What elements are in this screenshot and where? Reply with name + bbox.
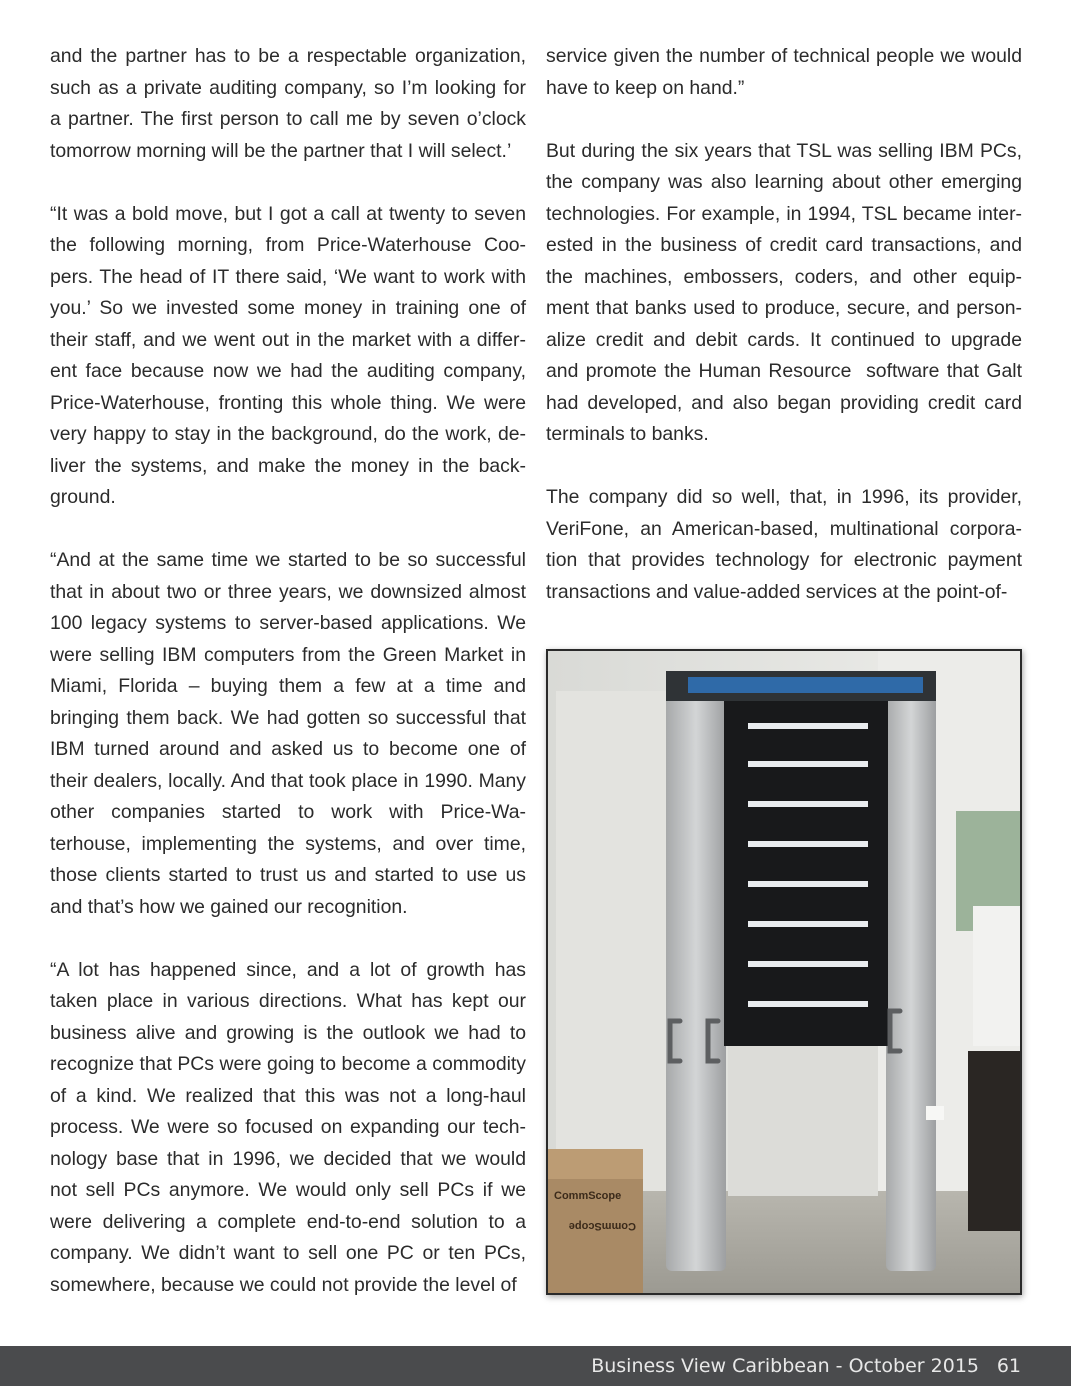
- server-rack-illustration: [548, 651, 1020, 1293]
- paragraph: The company did so well, that, in 1996, its provider, VeriFone, an American-based, multinational corporation that provides technology for electronic payment transactions and value-added services at the point-of-: [546, 486, 1022, 603]
- box-label: CommScope: [568, 1220, 636, 1232]
- right-text-column: [546, 41, 1022, 640]
- box-label: CommScope: [554, 1190, 622, 1202]
- page-footer: [0, 1346, 1071, 1386]
- paragraph: “It was a bold move, but I got a call at twenty to seven the following morning, from Price-Waterhouse Coopers. The head of IT there said, ‘We want to work with you.’ So we invested some money in training one of their staff, and we went out in the market with a different face because now we had the auditing company, Price-Waterhouse, fronting this whole thing. We were very happy to stay in the background, do the work, deliver the systems, and make the money in the background.: [50, 202, 526, 508]
- paragraph: “And at the same time we started to be so successful that in about two or three years, we downsized almost 100 legacy systems to server-based applications. We were selling IBM computers from the Green Market in Miami, Florida – buying them a few at a time and bringing them back. We had gotten so successful that IBM turned around and asked us to become one of their dealers, locally. And that took place in 1990. Many other companies started to work with Price-Waterhouse, implementing the systems, and over time, those clients started to trust us and started to use us and that’s how we gained our recognition.: [50, 549, 526, 918]
- paragraph: service given the number of technical people we would have to keep on hand.”: [546, 45, 1022, 99]
- publication-credit: Business View Caribbean - October 2015: [591, 1355, 979, 1377]
- paragraph: and the partner has to be a respectable organization, such as a private auditing company, so I’m looking for a partner. The first person to call me by seven o’clock tomorrow morning will be the partner that I will select.’: [50, 45, 526, 162]
- left-text-column: [50, 41, 526, 1333]
- paragraph: But during the six years that TSL was selling IBM PCs, the company was also learning about other emerging technologies. For example, in 1994, TSL became interested in the business of credit card transactions, and the machines, embossers, coders, and other equipment that banks used to produce, secure, and personalize credit and debit cards. It continued to upgrade and promote the Human Resource software that Galt had developed, and also began providing credit card terminals to banks.: [546, 139, 1022, 445]
- paragraph: “A lot has happened since, and a lot of growth has taken place in various directions. What has kept our business alive and growing is the outlook we had to recognize that PCs were going to become a commodity of a kind. We realized that this was not a long-haul process. We were so focused on expanding our technology base that in 1996, we decided that we would not sell PCs anymore. We would only sell PCs if we were delivering a complete end-to-end solution to a company. We didn’t want to sell one PC or ten PCs, somewhere, because we could not provide the level of: [50, 958, 526, 1296]
- server-rack-photo: [546, 649, 1022, 1295]
- page-number: 61: [996, 1355, 1021, 1377]
